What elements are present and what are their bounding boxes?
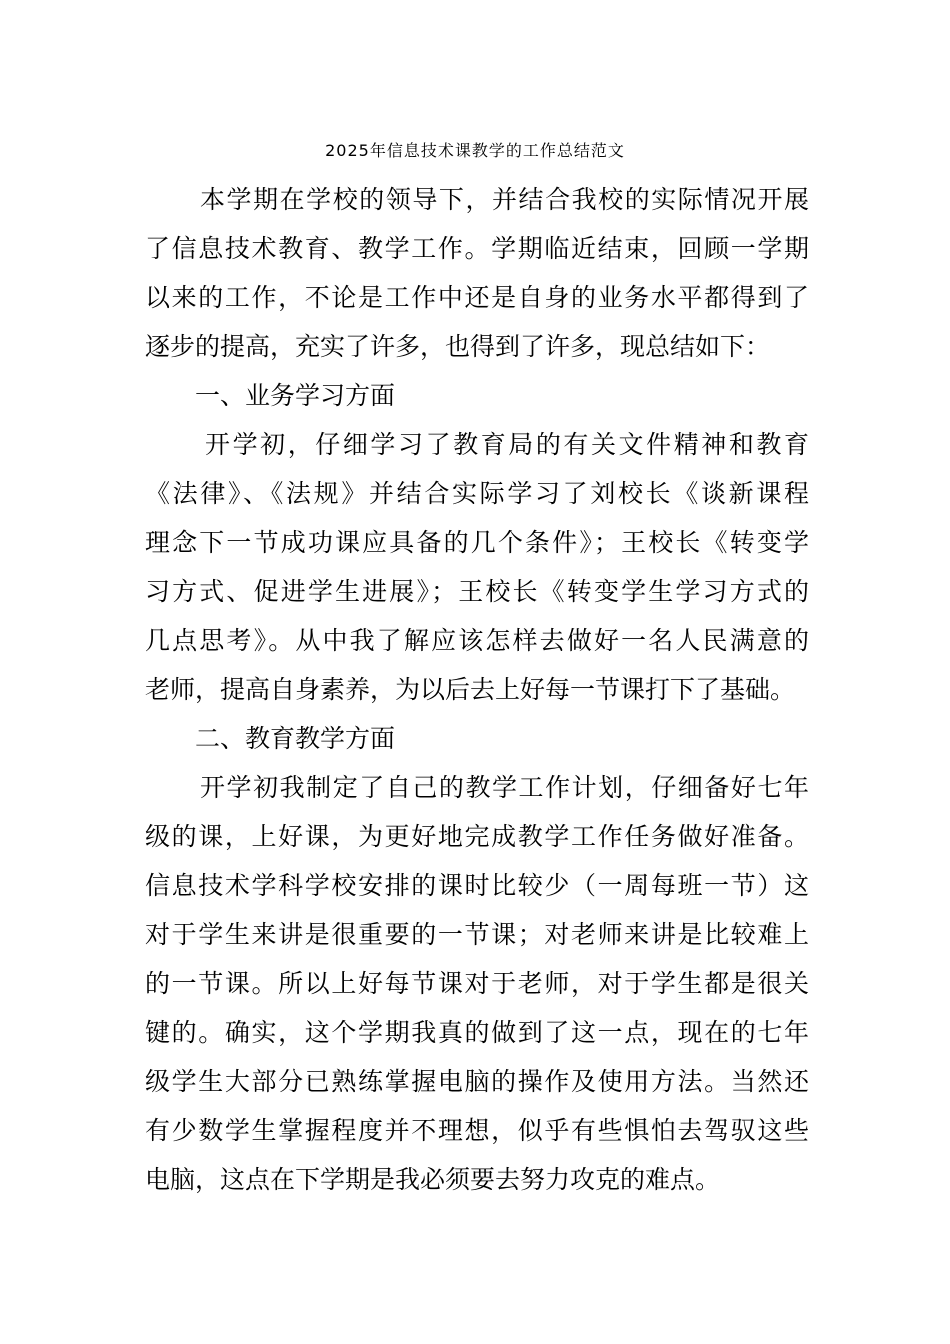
paragraph-line: 了信息技术教育、教学工作。学期临近结束，回顾一学期 <box>145 234 809 263</box>
document-title: 2025年信息技术课教学的工作总结范文 <box>325 141 625 160</box>
section-heading: 二、教育教学方面 <box>195 724 396 753</box>
paragraph-line: 有少数学生掌握程度并不理想，似乎有些惧怕去驾驭这些 <box>145 1116 809 1145</box>
paragraph-line: 开学初我制定了自己的教学工作计划，仔细备好七年 <box>200 773 809 802</box>
paragraph-line: 级的课，上好课，为更好地完成教学工作任务做好准备。 <box>145 822 809 851</box>
paragraph-line: 信息技术学科学校安排的课时比较少（一周每班一节）这 <box>145 871 809 900</box>
paragraph-line: 《法律》、《法规》并结合实际学习了刘校长《谈新课程 <box>145 479 809 508</box>
paragraph-line: 习方式、促进学生进展》；王校长《转变学生学习方式的 <box>145 577 809 606</box>
paragraph-line: 级学生大部分已熟练掌握电脑的操作及使用方法。当然还 <box>145 1067 809 1096</box>
section-heading: 一、业务学习方面 <box>195 381 396 410</box>
paragraph-line: 电脑，这点在下学期是我必须要去努力攻克的难点。 <box>145 1165 721 1194</box>
paragraph-line: 本学期在学校的领导下，并结合我校的实际情况开展 <box>200 185 809 214</box>
paragraph-line: 对于学生来讲是很重要的一节课；对老师来讲是比较难上 <box>145 920 809 949</box>
document-body <box>145 175 809 1204</box>
paragraph-line: 几点思考》。从中我了解应该怎样去做好一名人民满意的 <box>145 626 809 655</box>
paragraph-line: 键的。确实，这个学期我真的做到了这一点，现在的七年 <box>145 1018 809 1047</box>
paragraph-line: 的一节课。所以上好每节课对于老师，对于学生都是很关 <box>145 969 809 998</box>
paragraph-line: 逐步的提高，充实了许多，也得到了许多，现总结如下： <box>145 332 771 361</box>
paragraph-line: 开学初，仔细学习了教育局的有关文件精神和教育 <box>205 430 809 459</box>
paragraph-line: 以来的工作，不论是工作中还是自身的业务水平都得到了 <box>145 283 809 312</box>
paragraph-line: 老师，提高自身素养，为以后去上好每一节课打下了基础。 <box>145 675 796 704</box>
paragraph-line: 理念下一节成功课应具备的几个条件》；王校长《转变学 <box>145 528 809 557</box>
